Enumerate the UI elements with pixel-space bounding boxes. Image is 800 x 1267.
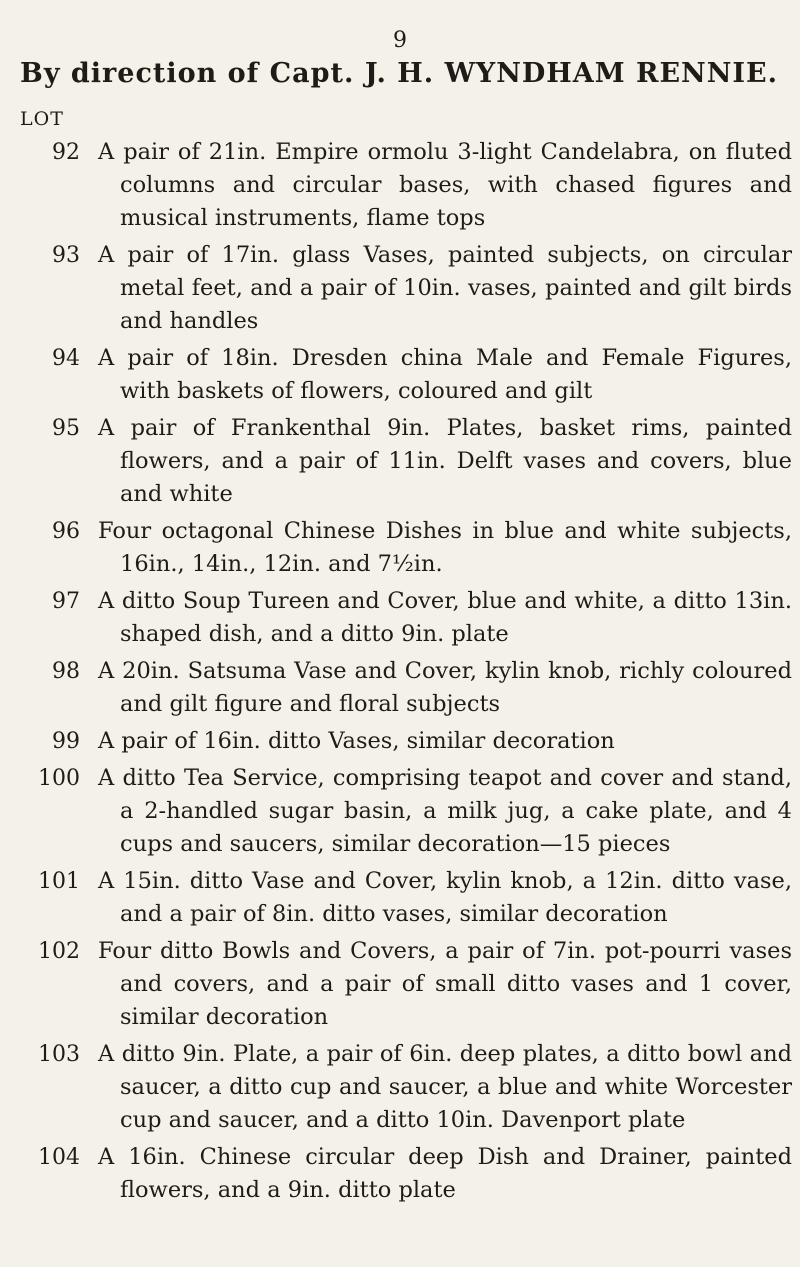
lot-entry: [0, 515, 800, 581]
lot-description: A 16in. Chinese circular deep Dish and Drainer, painted flowers, and a 9in. ditto plate: [98, 1144, 792, 1203]
lot-number: 94: [52, 346, 80, 371]
lot-description: A ditto Soup Tureen and Cover, blue and white, a ditto 13in. shaped dish, and a ditto 9in. plate: [98, 588, 792, 647]
lot-description: A 20in. Satsuma Vase and Cover, kylin knob, richly coloured and gilt figure and floral subjects: [98, 658, 792, 717]
lot-entry: [0, 342, 800, 408]
lot-number: 99: [52, 729, 80, 754]
lot-number: 100: [38, 766, 80, 791]
lot-entry: [0, 725, 800, 758]
lot-number: 97: [52, 589, 80, 614]
lot-number: 92: [52, 140, 80, 165]
lot-list: [0, 136, 800, 1211]
lot-entry: [0, 239, 800, 338]
lot-number: 104: [38, 1145, 80, 1170]
page-number: 9: [393, 28, 407, 53]
lot-entry: [0, 865, 800, 931]
lot-entry: [0, 412, 800, 511]
lot-description: A pair of 18in. Dresden china Male and Female Figures, with baskets of flowers, coloured and gilt: [98, 345, 792, 404]
lot-description: A pair of Frankenthal 9in. Plates, basket rims, painted flowers, and a pair of 11in. Delft vases and covers, blue and white: [98, 415, 792, 507]
lot-entry: [0, 655, 800, 721]
lot-entry: [0, 1038, 800, 1137]
lot-entry: [0, 1141, 800, 1207]
lot-description: Four octagonal Chinese Dishes in blue and white subjects, 16in., 14in., 12in. and 7½in.: [98, 518, 792, 577]
lot-description: Four ditto Bowls and Covers, a pair of 7in. pot-pourri vases and covers, and a pair of small ditto vases and 1 cover, similar decoration: [98, 938, 792, 1030]
page-heading: By direction of Capt. J. H. WYNDHAM RENNIE.: [20, 58, 779, 89]
lot-entry: [0, 762, 800, 861]
lot-description: A pair of 17in. glass Vases, painted subjects, on circular metal feet, and a pair of 10in. vases, painted and gilt birds and handles: [98, 242, 792, 334]
lot-description: A pair of 21in. Empire ormolu 3-light Candelabra, on fluted columns and circular bases, with chased figures and musical instruments, flame tops: [98, 139, 792, 231]
lot-number: 93: [52, 243, 80, 268]
lot-description: A ditto 9in. Plate, a pair of 6in. deep plates, a ditto bowl and saucer, a ditto cup and saucer, a blue and white Worcester cup and saucer, and a ditto 10in. Davenport plate: [98, 1041, 792, 1133]
lot-number: 96: [52, 519, 80, 544]
lot-number: 98: [52, 659, 80, 684]
lot-number: 103: [38, 1042, 80, 1067]
lot-description: A 15in. ditto Vase and Cover, kylin knob, a 12in. ditto vase, and a pair of 8in. ditto vases, similar decoration: [98, 868, 792, 927]
lot-entry: [0, 136, 800, 235]
lot-number: 95: [52, 416, 80, 441]
lot-entry: [0, 935, 800, 1034]
lot-entry: [0, 585, 800, 651]
lot-number: 102: [38, 939, 80, 964]
lot-description: A pair of 16in. ditto Vases, similar decoration: [98, 728, 615, 754]
lot-number: 101: [38, 869, 80, 894]
lot-description: A ditto Tea Service, comprising teapot and cover and stand, a 2-handled sugar basin, a milk jug, a cake plate, and 4 cups and saucers, similar decoration—15 pieces: [98, 765, 792, 857]
lot-column-label: LOT: [20, 108, 64, 130]
